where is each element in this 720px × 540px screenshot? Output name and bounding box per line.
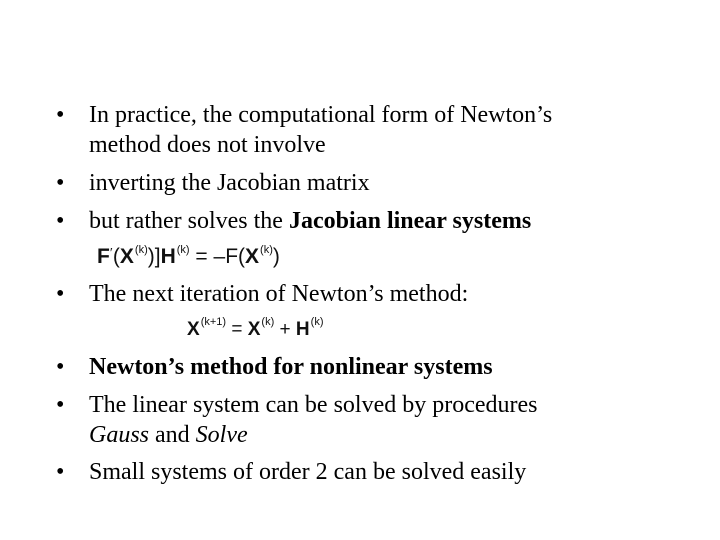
bullet-glyph: •	[56, 392, 65, 418]
bullet-text-bold: Newton’s method for nonlinear systems	[89, 354, 493, 380]
bullet-glyph: •	[56, 281, 65, 307]
bullet-glyph: •	[56, 208, 65, 234]
iteration-equation: $X^{(k+1)} = X^{(k)} + H^{(k)}$	[187, 316, 324, 340]
bullet-text: The next iteration of Newton’s method:	[89, 281, 469, 307]
bullet-text: method does not involve	[89, 132, 326, 158]
bullet-text: Gauss and Solve	[89, 422, 248, 448]
jacobian-equation: $F'(X^{(k)})]H^{(k)} = -F(X^{(k)})$	[97, 244, 280, 268]
bullet-text: In practice, the computational form of Newton’s	[89, 102, 553, 128]
bullet-text: but rather solves the Jacobian linear systems	[89, 208, 532, 234]
bullet-glyph: •	[56, 102, 65, 128]
bullet-text: inverting the Jacobian matrix	[89, 170, 370, 196]
bold-phrase: Jacobian linear systems	[288, 208, 532, 234]
bullet-glyph: •	[56, 170, 65, 196]
bullet-text: The linear system can be solved by procedures	[89, 392, 538, 418]
bullet-text: Small systems of order 2 can be solved easily	[89, 459, 527, 485]
bullet-glyph: •	[56, 354, 65, 380]
bullet-glyph: •	[56, 459, 65, 485]
